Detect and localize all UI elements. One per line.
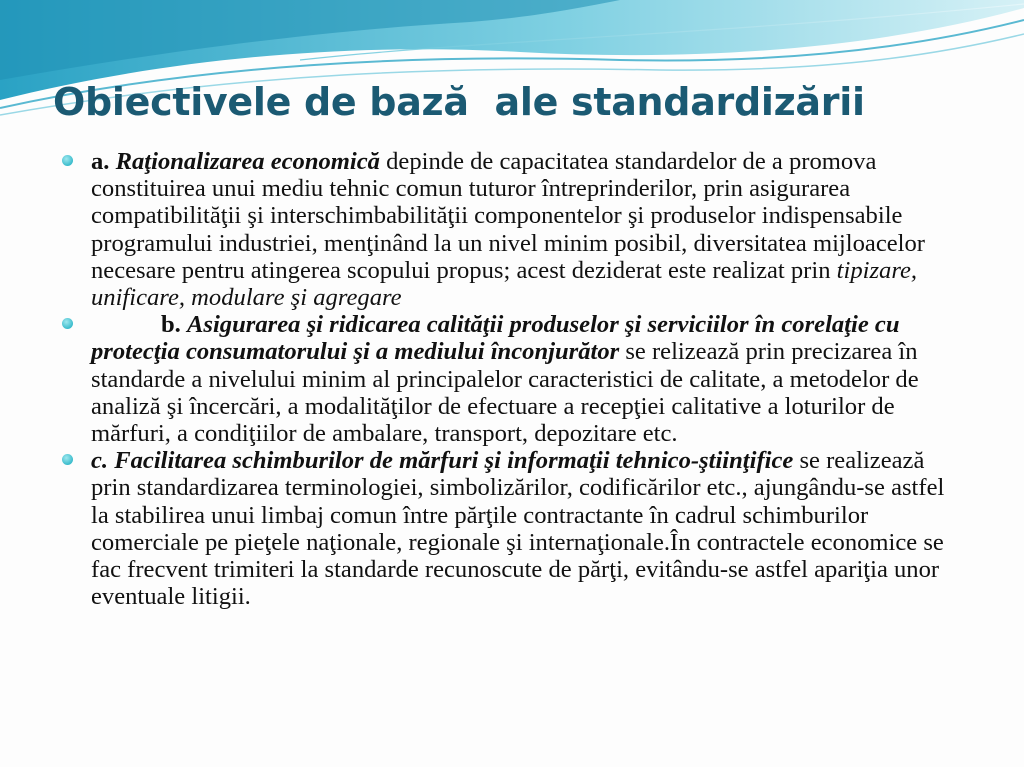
bullet-heading: c. Facilitarea schimburilor de mărfuri şi informaţii tehnico-ştiinţifice xyxy=(91,447,794,475)
bullet-text: se realizează prin standardizarea terminologiei, simbolizărilor, codificărilor etc., ajungându-se astfel la stabilirea unui limbaj comun între părţile contractante în cadrul schimburilor comerciale pe pieţele naţionale, regionale şi internaţionale.În contractele economice se fac frecvent trimiteri la standarde recunoscute de părţi, evitându-se astfel apariţia unor eventuale litigii. xyxy=(91,447,945,611)
bullet-item-a xyxy=(62,148,967,311)
bullet-dot-icon xyxy=(62,155,73,166)
bullet-prefix: a. xyxy=(91,148,116,175)
bullet-dot-icon xyxy=(62,318,73,329)
bullet-text: depinde de capacitatea standardelor de a promova constituirea unui mediu tehnic comun tuturor întreprinderilor, prin asigurarea compatibilităţii şi interschimbabilităţii componentelor şi produselor indispensabile programului industriei, menţinând la un nivel minim posibil, diversitatea mijloacelor necesare pentru atingerea scopului propus; acest deziderat este realizat prin xyxy=(91,148,925,284)
bullet-item-b xyxy=(62,311,967,447)
bullet-heading: Raţionalizarea economică xyxy=(115,148,380,175)
slide-title: Obiectivele de bază ale standardizării xyxy=(53,80,865,124)
bullet-heading: Asigurarea şi ridicarea calităţii produselor şi serviciilor în corelaţie cu protecţia consumatorului şi a mediului înconjurător xyxy=(91,311,900,366)
bullet-dot-icon xyxy=(62,454,73,465)
bullet-list xyxy=(62,148,967,610)
bullet-prefix: b. xyxy=(161,311,187,339)
bullet-item-c xyxy=(62,447,967,610)
bullet-text: se relizează prin precizarea în standarde a nivelului minim al principalelor caracteristici de calitate, a metodelor de analiză şi încercări, a modalităţilor de efectuare a recepţiei calitative a loturilor de mărfuri, a condiţiilor de ambalare, transport, depozitare etc. xyxy=(91,338,919,448)
bullet-tail: tipizare, unificare, modulare şi agregare xyxy=(91,256,918,312)
